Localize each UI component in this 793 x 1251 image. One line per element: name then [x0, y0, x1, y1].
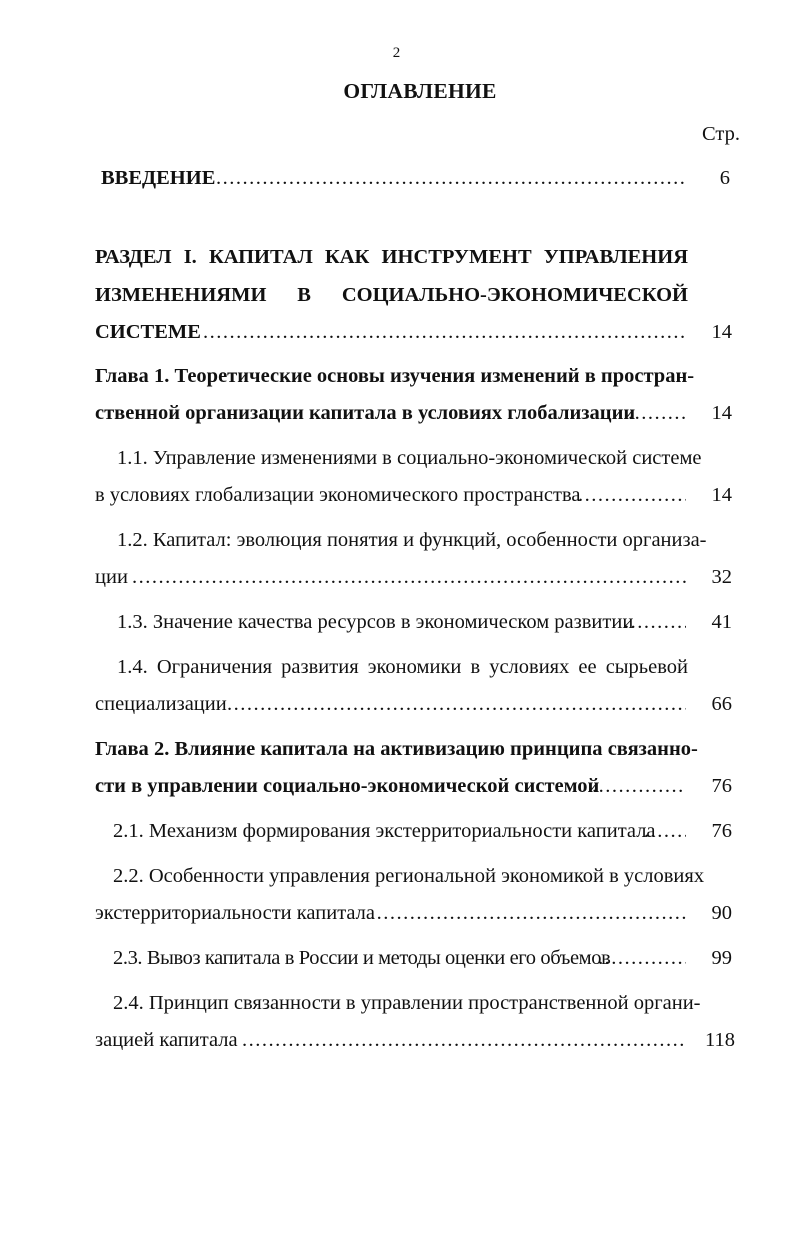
toc-entry-label-end: экстерриториальности капитала [95, 902, 376, 924]
leader-dots [578, 483, 686, 507]
toc-page-number: 76 [711, 820, 732, 842]
toc-page-number: 41 [711, 611, 732, 633]
toc-entry-label-line: Глава 1. Теоретические основы изучения изменений в простран- [95, 365, 695, 387]
toc-page-number: 14 [711, 402, 732, 424]
toc-entry-label-line: Глава 2. Влияние капитала на активизацию принципа связанно- [95, 738, 698, 760]
pages-column-header: Стр. [702, 123, 740, 145]
leader-dots [227, 692, 686, 716]
toc-entry-label: 1.3. Значение качества ресурсов в экономическом развитии [117, 611, 634, 633]
leader-dots [132, 565, 686, 589]
toc-entry-label: 2.3. Вывоз капитала в России и методы оценки его объемов [113, 947, 611, 969]
toc-entry-label-end: специализации [95, 693, 227, 715]
toc-entry-label-line: 2.4. Принцип связанности в управлении пространственной органи- [113, 992, 701, 1014]
leader-dots [370, 901, 686, 925]
toc-entry-label-line: 1.1. Управление изменениями в социально-экономической системе [117, 447, 702, 469]
toc-page-number: 14 [711, 321, 732, 343]
toc-page-number: 6 [719, 167, 730, 189]
toc-entry-label-line: РАЗДЕЛ I. КАПИТАЛ КАК ИНСТРУМЕНТ УПРАВЛЕНИЯ [95, 246, 688, 268]
toc-page-number: 118 [705, 1029, 735, 1051]
toc-entry-label-end: СИСТЕМЕ [95, 321, 201, 343]
toc-page-number: 90 [711, 902, 732, 924]
toc-page-number: 66 [711, 693, 732, 715]
toc-entry-label-line: 1.2. Капитал: эволюция понятия и функций, особенности организа- [117, 529, 707, 551]
leader-dots [203, 320, 686, 344]
toc-entry-label-line: 2.2. Особенности управления региональной экономикой в условиях [113, 865, 705, 887]
toc-entry-label-line: 1.4. Ограничения развития экономики в условиях ее сырьевой [117, 656, 689, 678]
toc-entry-label-end: ственной организации капитала в условиях глобализации [95, 402, 636, 424]
toc-title: ОГЛАВЛЕНИЕ [343, 79, 497, 103]
toc-entry-label: ВВЕДЕНИЕ [101, 167, 216, 189]
leader-dots [242, 1028, 686, 1052]
toc-page-number: 14 [711, 484, 732, 506]
toc-entry-label-end: в условиях глобализации экономического пространства [95, 484, 581, 506]
page-number: 2 [392, 45, 401, 61]
toc-page-number: 32 [711, 566, 732, 588]
toc-entry-label-end: зацией капитала [95, 1029, 238, 1051]
toc-page-number: 76 [711, 775, 732, 797]
toc-entry-label: 2.1. Механизм формирования экстерриториальности капитала [113, 820, 656, 842]
toc-entry-label-line: ИЗМЕНЕНИЯМИ В СОЦИАЛЬНО-ЭКОНОМИЧЕСКОЙ [95, 284, 688, 306]
toc-entry-label-end: ции [95, 566, 128, 588]
toc-entry-label-end: сти в управлении социально-экономической системой [95, 775, 600, 797]
leader-dots [216, 166, 686, 190]
toc-page-number: 99 [711, 947, 732, 969]
